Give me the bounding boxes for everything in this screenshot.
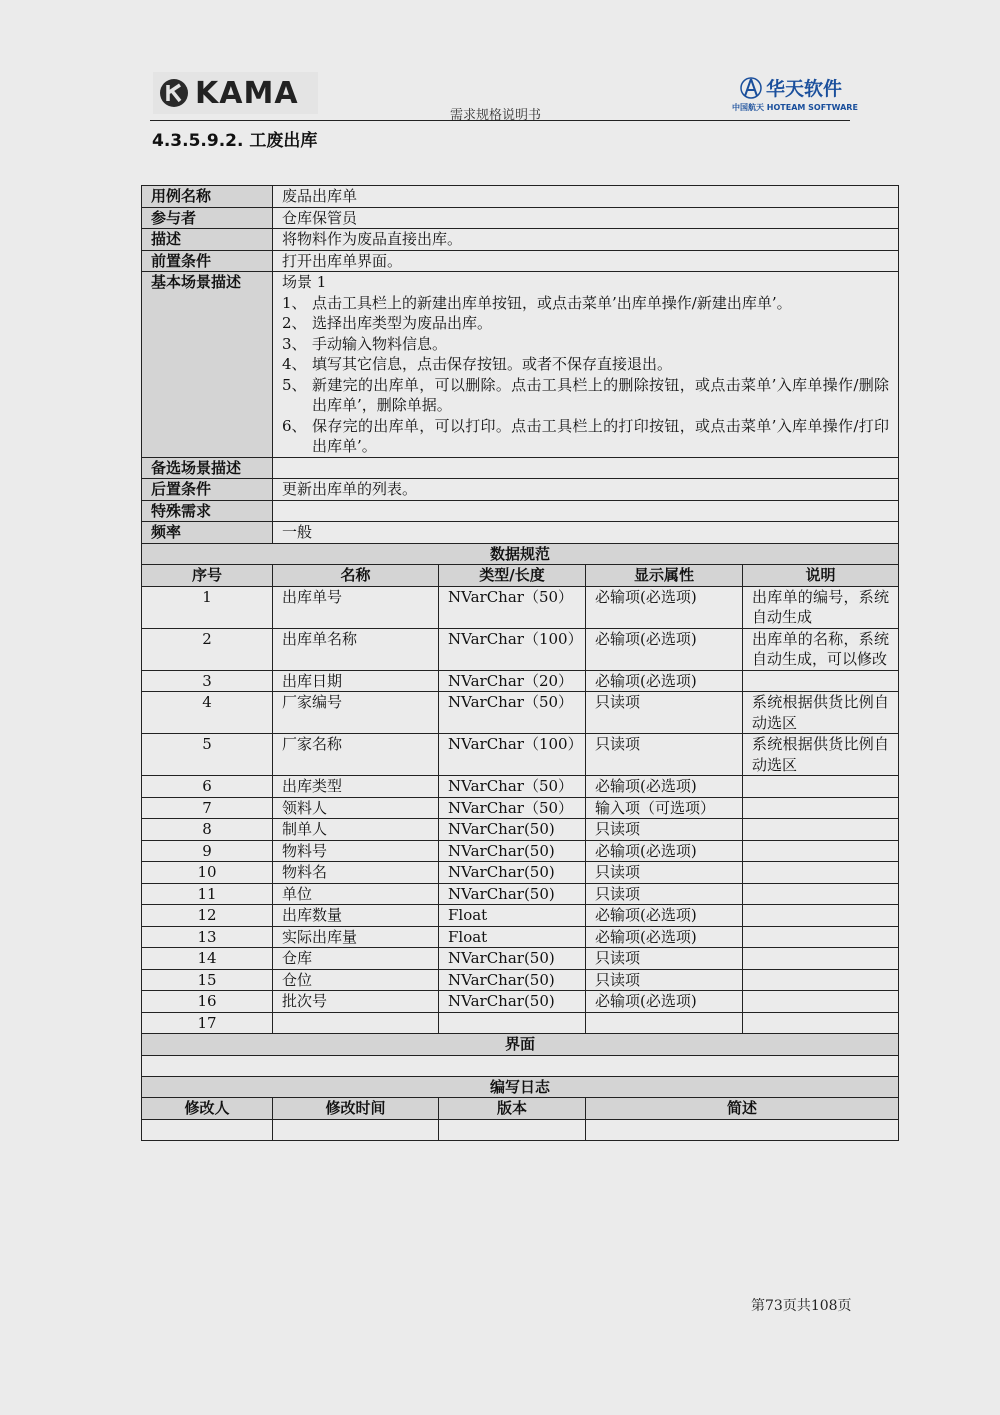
table-cell: 批次号 [273,991,439,1013]
table-cell: NVarChar(50) [439,840,586,862]
step-text: 填写其它信息，点击保存按钮。或者不保存直接退出。 [312,355,673,373]
table-cell: 只读项 [586,819,743,841]
table-cell: NVarChar（20） [439,670,586,692]
page-header [150,72,858,123]
table-cell: NVarChar（100） [439,628,586,670]
table-row [142,969,899,991]
data-spec-rows [142,586,899,1034]
table-cell: 出库类型 [273,776,439,798]
usecase-label: 后置条件 [142,479,273,501]
table-cell [743,819,899,841]
scenario-step [282,334,889,355]
table-cell: 8 [142,819,273,841]
table-cell: 12 [142,905,273,927]
table-cell: NVarChar(50) [439,819,586,841]
table-cell: 13 [142,926,273,948]
usecase-row [142,500,899,522]
table-cell [743,670,899,692]
table-row [142,948,899,970]
table-cell [439,1119,586,1140]
table-cell [743,1012,899,1034]
table-cell: 9 [142,840,273,862]
changelog-band [142,1076,899,1098]
table-cell [273,1119,439,1140]
table-row [142,1012,899,1034]
table-cell [273,1012,439,1034]
table-row [142,797,899,819]
table-cell: 物料号 [273,840,439,862]
section-heading: 4.3.5.9.2. 工废出库 [152,131,318,151]
data-spec-band [142,543,899,565]
step-number: 1、 [282,293,307,312]
table-cell: 领料人 [273,797,439,819]
table-cell: 只读项 [586,734,743,776]
table-cell: 3 [142,670,273,692]
table-cell: NVarChar(50) [439,969,586,991]
step-number: 6、 [282,416,307,435]
column-header: 说明 [743,565,899,587]
scenario-cell [273,272,899,458]
column-header: 类型/长度 [439,565,586,587]
table-cell [743,926,899,948]
interface-content [142,1055,899,1076]
scenario-row [142,272,899,458]
table-cell: 7 [142,797,273,819]
table-cell: 4 [142,692,273,734]
column-header: 修改时间 [273,1098,439,1120]
table-row [142,819,899,841]
usecase-row [142,250,899,272]
table-cell: 单位 [273,883,439,905]
usecase-value: 废品出库单 [273,186,899,208]
scenario-step [282,375,889,416]
table-cell [586,1119,899,1140]
table-cell: 仓库 [273,948,439,970]
column-header: 显示属性 [586,565,743,587]
table-cell: 出库数量 [273,905,439,927]
usecase-value [273,457,899,479]
table-cell: 系统根据供货比例自动选区 [743,692,899,734]
table-cell: Float [439,905,586,927]
table-cell: NVarChar（100） [439,734,586,776]
usecase-row [142,186,899,208]
table-cell [439,1012,586,1034]
step-text: 新建完的出库单，可以删除。点击工具栏上的删除按钮，或点击菜单’入库单操作/删除出库单’，删除单据。 [312,375,890,414]
table-cell: 14 [142,948,273,970]
usecase-row [142,457,899,479]
table-cell: 5 [142,734,273,776]
table-row [142,776,899,798]
table-cell [743,862,899,884]
table-cell [743,840,899,862]
step-text: 选择出库类型为废品出库。 [312,314,493,332]
kama-mark-icon [159,78,189,108]
kama-logo [153,72,318,114]
document-title: 需求规格说明书 [450,108,542,123]
usecase-value: 将物料作为废品直接出库。 [273,229,899,251]
table-cell: 必输项(必选项) [586,670,743,692]
table-cell: NVarChar（50） [439,692,586,734]
column-header: 版本 [439,1098,586,1120]
table-cell: 1 [142,586,273,628]
table-cell: 11 [142,883,273,905]
table-cell: 物料名 [273,862,439,884]
table-cell: NVarChar(50) [439,991,586,1013]
table-row [142,670,899,692]
table-cell: 输入项（可选项） [586,797,743,819]
usecase-value: 仓库保管员 [273,207,899,229]
table-cell: 必输项(必选项) [586,991,743,1013]
table-cell [586,1012,743,1034]
scenario-title: 场景 1 [282,273,327,291]
column-header: 序号 [142,565,273,587]
table-cell [743,948,899,970]
usecase-row [142,479,899,501]
table-row [142,991,899,1013]
table-cell: 只读项 [586,969,743,991]
usecase-value [273,500,899,522]
table-row [142,862,899,884]
table-cell: 只读项 [586,948,743,970]
table-cell: 只读项 [586,883,743,905]
table-row [142,840,899,862]
table-cell: Float [439,926,586,948]
table-cell: 必输项(必选项) [586,776,743,798]
column-header: 简述 [586,1098,899,1120]
table-row [142,734,899,776]
table-cell: NVarChar(50) [439,883,586,905]
step-text: 点击工具栏上的新建出库单按钮，或点击菜单’出库单操作/新建出库单’。 [312,293,792,312]
hoteam-logo-en: 中国航天 HOTEAM SOFTWARE [732,103,858,112]
usecase-table [141,185,899,1141]
table-cell: 出库单的名称，系统自动生成，可以修改 [743,628,899,670]
table-cell: 2 [142,628,273,670]
table-cell: 17 [142,1012,273,1034]
usecase-label: 频率 [142,522,273,544]
table-cell: 15 [142,969,273,991]
step-text: 保存完的出库单，可以打印。点击工具栏上的打印按钮，或点击菜单’入库单操作/打印出库单’。 [312,416,890,455]
usecase-label: 描述 [142,229,273,251]
usecase-row [142,522,899,544]
usecase-value: 打开出库单界面。 [273,250,899,272]
scenario-step [282,313,889,334]
usecase-value: 更新出库单的列表。 [273,479,899,501]
changelog-title: 编写日志 [142,1076,899,1098]
table-cell: 出库单名称 [273,628,439,670]
data-spec-header [142,565,899,587]
table-cell [743,905,899,927]
table-cell [743,991,899,1013]
table-cell: 系统根据供货比例自动选区 [743,734,899,776]
usecase-label: 参与者 [142,207,273,229]
table-cell: 只读项 [586,862,743,884]
table-cell: 只读项 [586,692,743,734]
table-cell: 实际出库量 [273,926,439,948]
table-cell: 厂家名称 [273,734,439,776]
usecase-value: 一般 [273,522,899,544]
table-cell: 必输项(必选项) [586,840,743,862]
table-cell: 仓位 [273,969,439,991]
table-row [142,586,899,628]
usecase-label: 特殊需求 [142,500,273,522]
step-number: 3、 [282,334,307,353]
scenario-step [282,416,889,457]
step-number: 2、 [282,314,307,332]
table-cell [743,883,899,905]
column-header: 修改人 [142,1098,273,1120]
table-cell [743,776,899,798]
usecase-label: 备选场景描述 [142,457,273,479]
step-number: 4、 [282,355,307,373]
hoteam-logo [732,74,858,118]
table-row [142,883,899,905]
table-cell: NVarChar（50） [439,797,586,819]
table-row [142,926,899,948]
table-cell [142,1119,273,1140]
table-row [142,905,899,927]
data-spec-title: 数据规范 [142,543,899,565]
table-cell: 10 [142,862,273,884]
interface-title: 界面 [142,1034,899,1056]
interface-band [142,1034,899,1056]
usecase-row [142,229,899,251]
table-cell: 16 [142,991,273,1013]
table-cell: 出库单的编号，系统自动生成 [743,586,899,628]
table-row [142,628,899,670]
table-cell: NVarChar(50) [439,862,586,884]
interface-empty-cell [142,1055,899,1076]
table-cell: 必输项(必选项) [586,586,743,628]
table-cell: 必输项(必选项) [586,905,743,927]
table-cell: NVarChar（50） [439,776,586,798]
step-number: 5、 [282,375,307,394]
scenario-steps [282,293,889,457]
hoteam-mark-icon [740,76,762,100]
table-cell: 制单人 [273,819,439,841]
table-cell: 出库单号 [273,586,439,628]
page-number: 第73页共108页 [751,1298,852,1314]
table-cell [743,969,899,991]
table-cell: 厂家编号 [273,692,439,734]
scenario-label: 基本场景描述 [142,272,273,458]
table-cell: NVarChar(50) [439,948,586,970]
table-cell: NVarChar（50） [439,586,586,628]
hoteam-logo-cn: 华天软件 [766,78,843,100]
usecase-row [142,207,899,229]
kama-logo-text: KAMA [195,75,299,111]
changelog-header [142,1098,899,1120]
scenario-step [282,293,889,314]
header-divider [150,120,850,121]
table-row [142,692,899,734]
table-cell [743,797,899,819]
usecase-label: 用例名称 [142,186,273,208]
table-cell: 必输项(必选项) [586,628,743,670]
step-text: 手动输入物料信息。 [312,334,448,353]
table-cell: 必输项(必选项) [586,926,743,948]
table-cell: 6 [142,776,273,798]
usecase-label: 前置条件 [142,250,273,272]
scenario-step [282,354,889,375]
table-cell: 出库日期 [273,670,439,692]
changelog-row [142,1119,899,1140]
column-header: 名称 [273,565,439,587]
